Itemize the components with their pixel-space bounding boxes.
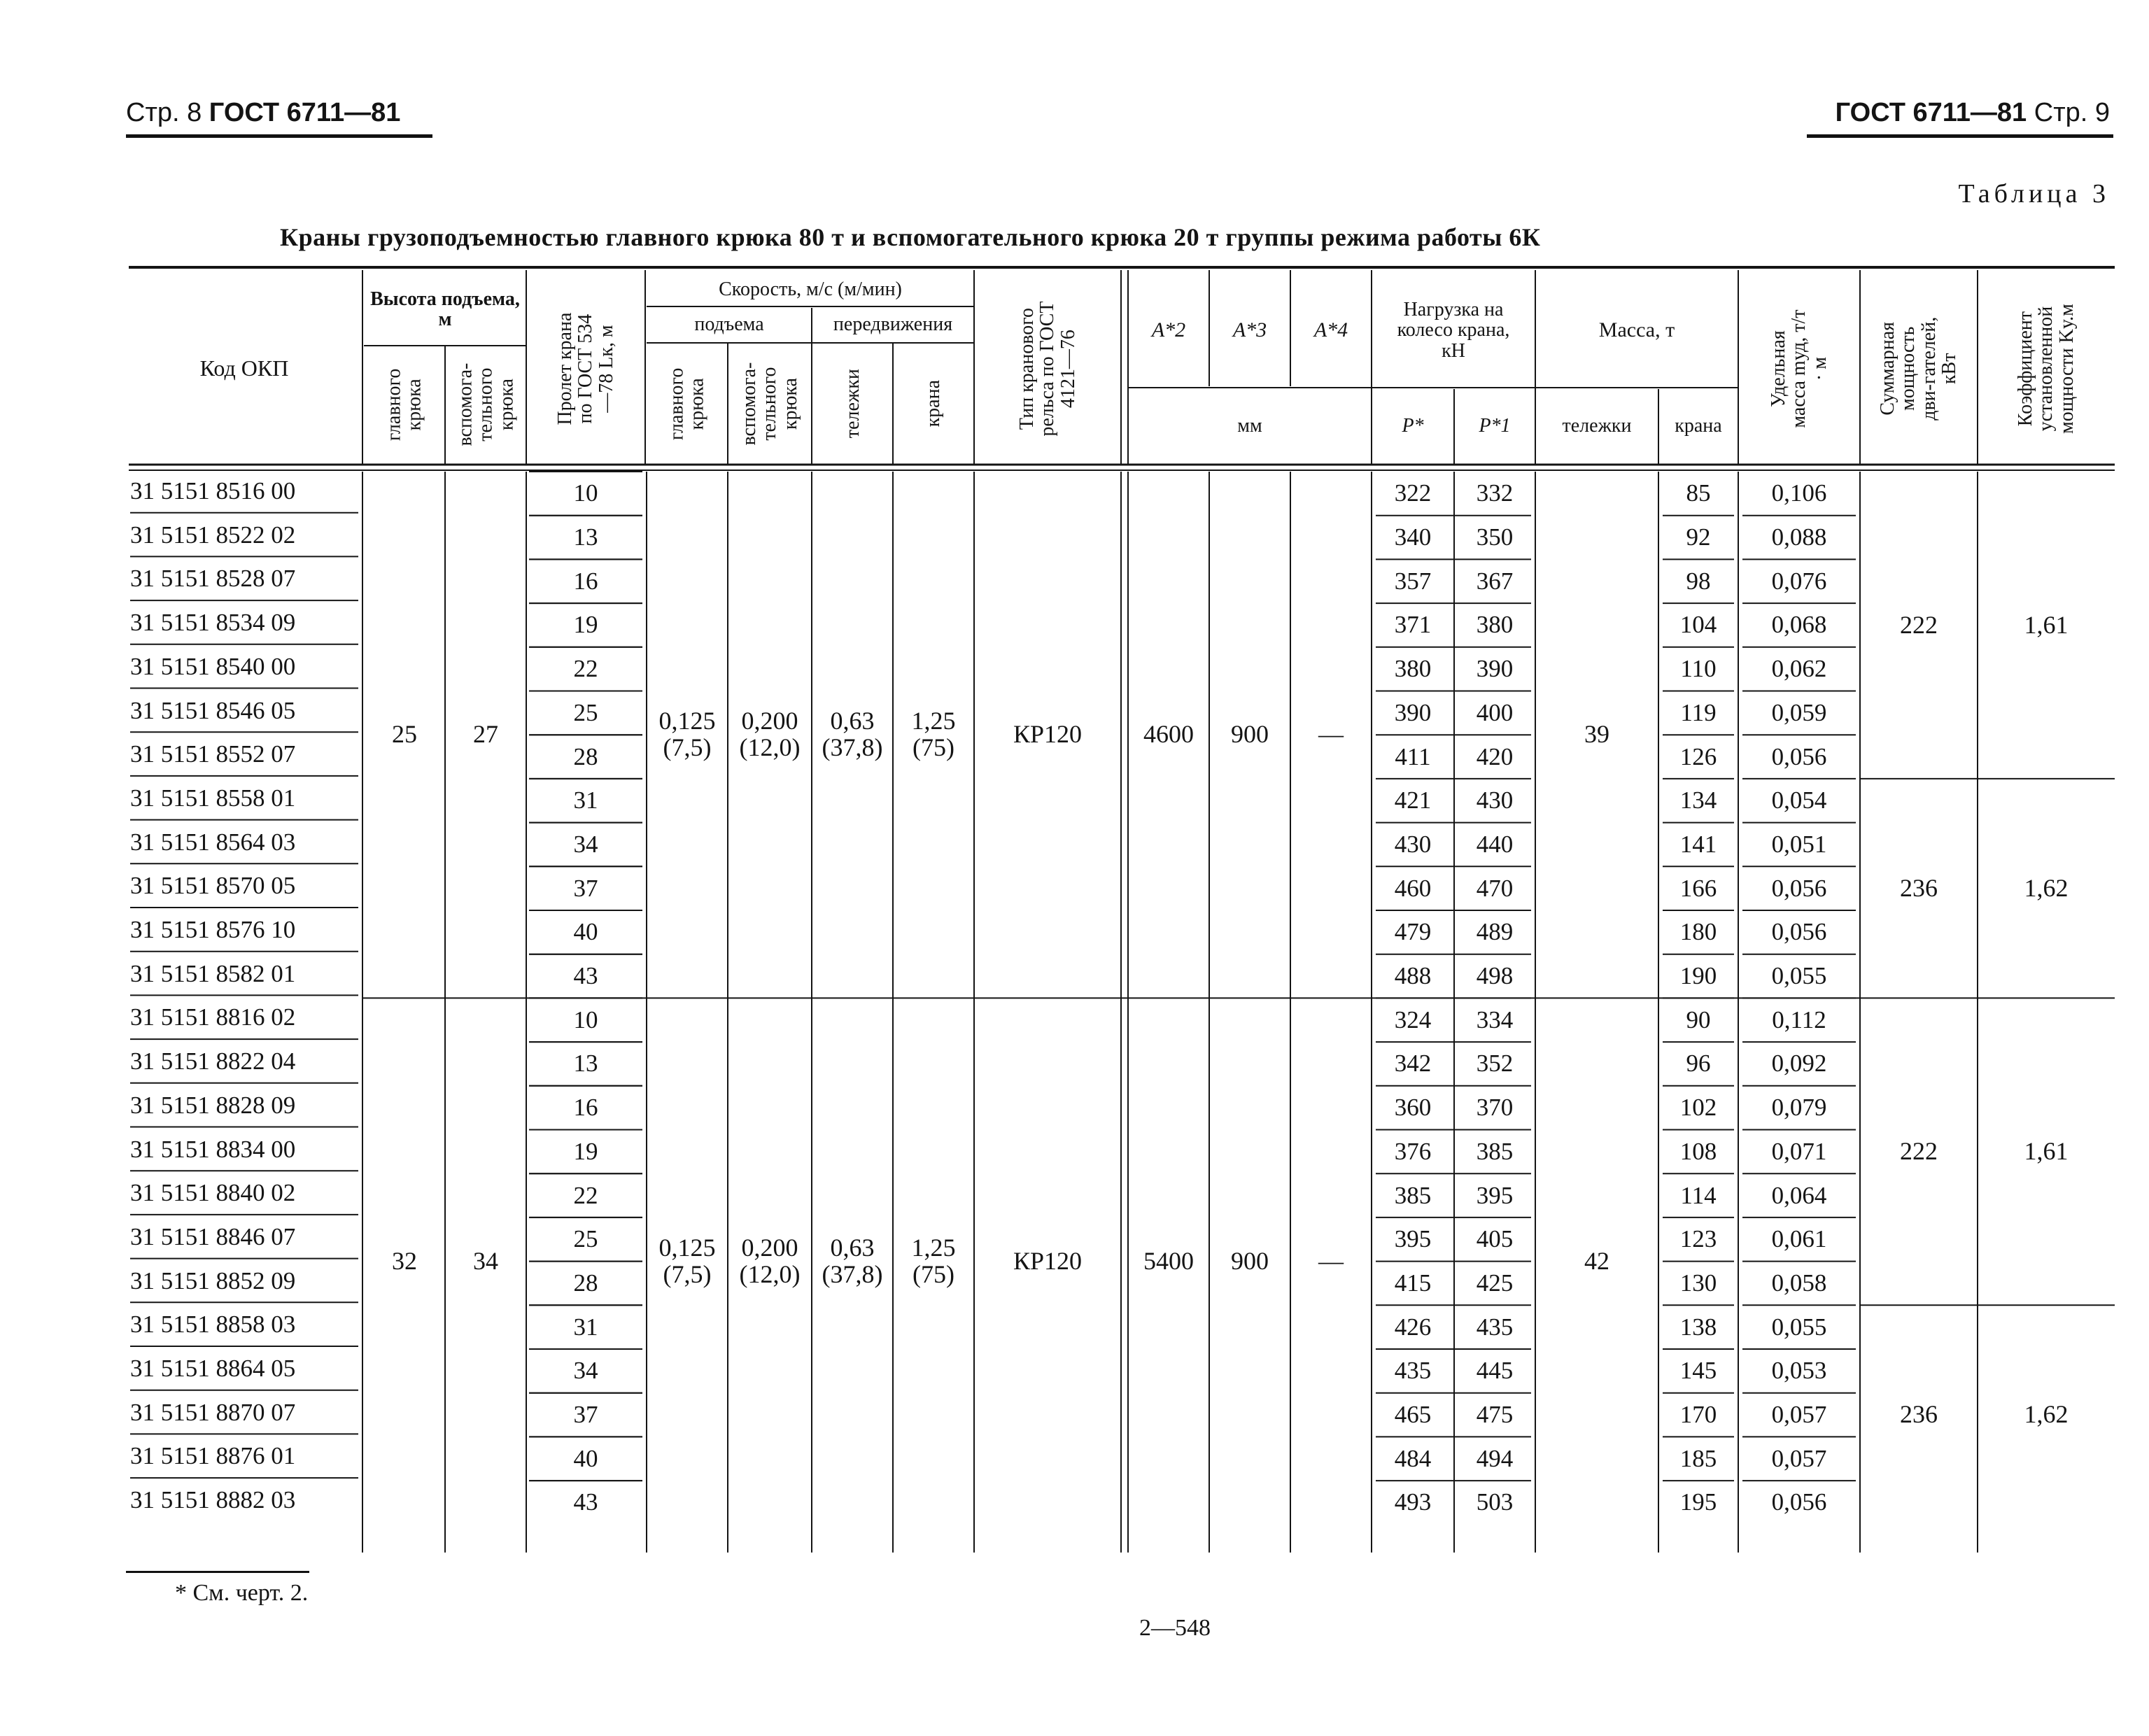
okp-code: 31 5151 8834 00 [130,1135,296,1163]
crane-mass: 185 [1679,1444,1717,1472]
wheel-load-p: 395 [1394,1225,1432,1253]
right-page-number: Стр. 9 [2034,98,2110,127]
header-a3: A*3 [1232,318,1267,342]
wheel-load-p: 421 [1394,786,1432,814]
header-speed-trolley: тележки [841,369,864,439]
wheel-load-p: 360 [1394,1094,1432,1122]
span-value: 22 [573,655,598,683]
wheel-load-p1: 503 [1476,1488,1514,1516]
wheel-load-p1: 475 [1476,1401,1514,1429]
wheel-load-p1: 380 [1476,611,1514,639]
wheel-load-p: 426 [1394,1313,1432,1341]
dimension-a2: 4600 [1143,720,1194,749]
crane-mass: 104 [1679,611,1717,639]
crane-mass: 134 [1679,786,1717,814]
wheel-load-p1: 395 [1476,1181,1514,1209]
right-doc-number: ГОСТ 6711—81 [1835,98,2027,127]
crane-mass: 145 [1679,1357,1717,1385]
okp-code: 31 5151 8534 09 [130,609,296,637]
speed-trolley: 0,63 (37,8) [822,1233,883,1288]
wheel-load-p1: 498 [1476,962,1514,990]
speed-aux-hook: 0,200 (12,0) [739,707,801,762]
okp-code: 31 5151 8840 02 [130,1179,296,1207]
span-value: 16 [573,1094,598,1122]
specific-mass: 0,112 [1772,1005,1826,1033]
okp-code: 31 5151 8564 03 [130,828,296,856]
crane-mass: 114 [1680,1181,1717,1209]
okp-code: 31 5151 8864 05 [130,1355,296,1382]
span-value: 13 [573,523,598,551]
wheel-load-p1: 405 [1476,1225,1514,1253]
wheel-load-p: 340 [1394,523,1432,551]
specific-mass: 0,056 [1771,874,1827,902]
okp-code: 31 5151 8852 09 [130,1266,296,1294]
okp-code: 31 5151 8858 03 [130,1311,296,1339]
wheel-load-p: 435 [1394,1357,1432,1385]
okp-code: 31 5151 8546 05 [130,696,296,724]
left-page-number: Стр. 8 [126,98,202,127]
header-speed-crane: крана [922,380,945,428]
specific-mass: 0,106 [1771,479,1827,507]
specific-mass: 0,071 [1771,1137,1827,1165]
okp-code: 31 5151 8552 07 [130,740,296,768]
total-power: 222 [1900,1136,1938,1165]
crane-mass: 180 [1679,918,1717,946]
header-speed-main: главного крюка [665,367,708,440]
specific-mass: 0,054 [1771,786,1827,814]
wheel-load-p: 324 [1394,1005,1432,1033]
page-number: 2—548 [1139,1615,1211,1641]
okp-code: 31 5151 8870 07 [130,1398,296,1426]
wheel-load-p: 385 [1394,1181,1432,1209]
specific-mass: 0,056 [1771,918,1827,946]
total-power: 236 [1900,873,1938,902]
specific-mass: 0,058 [1771,1269,1827,1297]
header-speed-lift: подъема [694,313,764,336]
okp-code: 31 5151 8528 07 [130,565,296,593]
crane-mass: 92 [1686,523,1711,551]
wheel-load-p1: 470 [1476,874,1514,902]
span-value: 34 [573,1357,598,1385]
header-mm: мм [1237,415,1262,437]
trolley-mass: 42 [1584,1246,1609,1275]
wheel-load-p: 488 [1394,962,1432,990]
okp-code: 31 5151 8822 04 [130,1047,296,1075]
power-coefficient: 1,62 [2024,1400,2069,1429]
wheel-load-p1: 435 [1476,1313,1514,1341]
span-value: 10 [573,1005,598,1033]
header-p1: P*1 [1479,415,1511,437]
span-value: 40 [573,1444,598,1472]
header-speed-aux: вспомога-тельного крюка [738,362,801,446]
span-value: 31 [573,1313,598,1341]
crane-mass: 141 [1679,830,1717,858]
okp-code: 31 5151 8576 10 [130,916,296,943]
wheel-load-p: 460 [1394,874,1432,902]
span-value: 34 [573,830,598,858]
rail-type: КР120 [1013,1246,1083,1275]
specific-mass: 0,055 [1771,962,1827,990]
okp-code: 31 5151 8816 02 [130,1003,296,1031]
wheel-load-p1: 334 [1476,1005,1514,1033]
span-value: 28 [573,1269,598,1297]
power-coefficient: 1,61 [2024,610,2069,639]
wheel-load-p: 371 [1394,611,1432,639]
speed-main-hook: 0,125 (7,5) [658,707,716,762]
specific-mass: 0,076 [1771,567,1827,595]
crane-mass: 102 [1679,1094,1717,1122]
specific-mass: 0,057 [1771,1444,1827,1472]
rail-type: КР120 [1013,720,1083,749]
specific-mass: 0,068 [1771,611,1827,639]
wheel-load-p1: 494 [1476,1444,1514,1472]
header-power: Суммарная мощность дви-гателей, кВт [1877,317,1961,421]
specific-mass: 0,059 [1771,698,1827,726]
wheel-load-p1: 390 [1476,655,1514,683]
header-speed: Скорость, м/с (м/мин) [719,278,902,301]
table-caption: Краны грузоподъемностью главного крюка 80 т и вспомогательного крюка 20 т группы режима работы 6К [280,223,1541,251]
span-value: 43 [573,962,598,990]
specific-mass: 0,064 [1771,1181,1827,1209]
okp-code: 31 5151 8582 01 [130,959,296,987]
span-value: 43 [573,1488,598,1516]
header-specific-mass: Удельная масса mуд, т/т · м [1767,309,1831,428]
span-value: 31 [573,786,598,814]
crane-mass: 90 [1686,1005,1711,1033]
speed-main-hook: 0,125 (7,5) [658,1233,716,1288]
dimension-a4: — [1318,720,1344,749]
header-mass: Масса, т [1598,318,1675,342]
span-value: 28 [573,742,598,770]
speed-crane: 1,25 (75) [911,1233,956,1288]
header-a2: A*2 [1151,318,1186,342]
span-value: 19 [573,1137,598,1165]
footnote: * См. черт. 2. [175,1580,309,1606]
okp-code: 31 5151 8522 02 [130,521,296,549]
lift-height-main: 32 [392,1246,417,1275]
wheel-load-p1: 420 [1476,742,1514,770]
wheel-load-p1: 445 [1476,1357,1514,1385]
left-doc-number: ГОСТ 6711—81 [209,98,401,127]
okp-code: 31 5151 8516 00 [130,477,296,504]
trolley-mass: 39 [1584,720,1609,749]
wheel-load-p1: 385 [1476,1137,1514,1165]
lift-height-aux: 34 [473,1246,498,1275]
specific-mass: 0,057 [1771,1401,1827,1429]
dimension-a4: — [1318,1246,1344,1275]
span-value: 25 [573,1225,598,1253]
specific-mass: 0,088 [1771,523,1827,551]
crane-mass: 195 [1679,1488,1717,1516]
crane-mass: 85 [1686,479,1711,507]
span-value: 37 [573,1401,598,1429]
wheel-load-p: 479 [1394,918,1432,946]
header-lift-aux: вспомога-тельного крюка [453,362,517,446]
span-value: 40 [573,918,598,946]
wheel-load-p: 380 [1394,655,1432,683]
speed-crane: 1,25 (75) [911,707,956,762]
wheel-load-p1: 440 [1476,830,1514,858]
specific-mass: 0,079 [1771,1094,1827,1122]
wheel-load-p: 411 [1395,742,1431,770]
power-coefficient: 1,61 [2024,1136,2069,1165]
lift-height-aux: 27 [473,720,498,749]
footnote-rule [126,1571,309,1573]
power-coefficient: 1,62 [2024,873,2069,902]
crane-mass: 166 [1679,874,1717,902]
span-value: 25 [573,698,598,726]
wheel-load-p: 322 [1394,479,1432,507]
span-value: 10 [573,479,598,507]
wheel-load-p1: 430 [1476,786,1514,814]
span-value: 22 [573,1181,598,1209]
specific-mass: 0,055 [1771,1313,1827,1341]
header-a4: A*4 [1313,318,1348,342]
wheel-load-p1: 367 [1476,567,1514,595]
crane-mass: 126 [1679,742,1717,770]
crane-mass: 119 [1680,698,1717,726]
wheel-load-p1: 489 [1476,918,1514,946]
span-value: 19 [573,611,598,639]
crane-mass: 170 [1679,1401,1717,1429]
crane-mass: 110 [1680,655,1717,683]
wheel-load-p: 415 [1394,1269,1432,1297]
wheel-load-p: 390 [1394,698,1432,726]
header-p: P* [1402,415,1424,437]
dimension-a3: 900 [1231,720,1269,749]
header-speed-travel: передвижения [833,313,953,336]
wheel-load-p: 357 [1394,567,1432,595]
header-load: Нагрузка на колесо крана, кН [1397,298,1510,362]
header-mass-crane: крана [1675,415,1722,437]
speed-trolley: 0,63 (37,8) [822,707,883,762]
crane-mass: 138 [1679,1313,1717,1341]
span-value: 37 [573,874,598,902]
okp-code: 31 5151 8846 07 [130,1222,296,1250]
wheel-load-p1: 332 [1476,479,1514,507]
header-okp: Код ОКП [199,355,289,381]
crane-mass: 123 [1679,1225,1717,1253]
okp-code: 31 5151 8876 01 [130,1442,296,1470]
specific-mass: 0,051 [1771,830,1827,858]
wheel-load-p1: 425 [1476,1269,1514,1297]
specific-mass: 0,056 [1771,742,1827,770]
crane-mass: 130 [1679,1269,1717,1297]
span-value: 13 [573,1050,598,1078]
crane-mass: 190 [1679,962,1717,990]
wheel-load-p: 430 [1394,830,1432,858]
header-rail: Тип кранового рельса по ГОСТ 4121—76 [1015,301,1079,437]
wheel-load-p: 465 [1394,1401,1432,1429]
wheel-load-p1: 350 [1476,523,1514,551]
dimension-a3: 900 [1231,1246,1269,1275]
header-lift-height: Высота подъема, м [370,288,520,330]
specific-mass: 0,053 [1771,1357,1827,1385]
header-lift-main: главного крюка [383,368,425,441]
wheel-load-p: 376 [1394,1137,1432,1165]
total-power: 222 [1900,610,1938,639]
crane-mass: 96 [1686,1050,1711,1078]
wheel-load-p: 493 [1394,1488,1432,1516]
total-power: 236 [1900,1400,1938,1429]
wheel-load-p1: 400 [1476,698,1514,726]
specific-mass: 0,056 [1771,1488,1827,1516]
crane-mass: 98 [1686,567,1711,595]
wheel-load-p: 484 [1394,1444,1432,1472]
header-coef: Коэффициент установленной мощности Kу.м [2014,304,2078,434]
span-value: 16 [573,567,598,595]
specific-mass: 0,062 [1771,655,1827,683]
wheel-load-p1: 370 [1476,1094,1514,1122]
dimension-a2: 5400 [1143,1246,1194,1275]
header-span: Пролет крана по ГОСТ 534—78 Lк, м [554,312,617,425]
okp-code: 31 5151 8882 03 [130,1486,296,1514]
okp-code: 31 5151 8828 09 [130,1091,296,1119]
okp-code: 31 5151 8558 01 [130,784,296,812]
specific-mass: 0,092 [1771,1050,1827,1078]
speed-aux-hook: 0,200 (12,0) [739,1233,801,1288]
okp-code: 31 5151 8570 05 [130,872,296,900]
crane-mass: 108 [1679,1137,1717,1165]
table-label: Таблица 3 [1958,179,2110,209]
specific-mass: 0,061 [1771,1225,1827,1253]
wheel-load-p: 342 [1394,1050,1432,1078]
header-mass-trolley: тележки [1562,415,1632,437]
wheel-load-p1: 352 [1476,1050,1514,1078]
okp-code: 31 5151 8540 00 [130,652,296,680]
lift-height-main: 25 [392,720,417,749]
